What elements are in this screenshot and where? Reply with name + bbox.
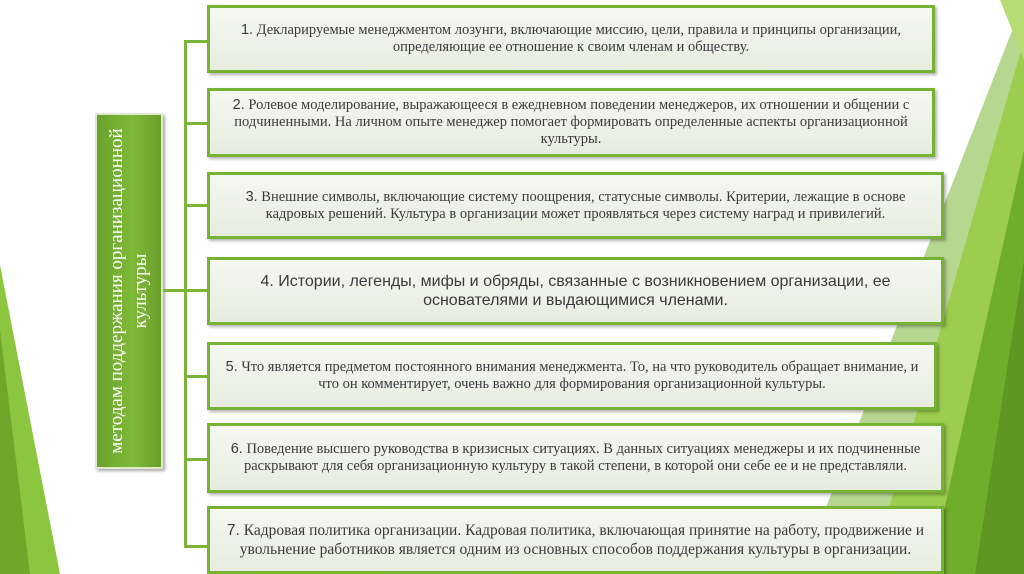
item-text-2 <box>222 97 920 148</box>
item-text-6 <box>222 441 929 475</box>
connector-branch-3 <box>184 204 208 207</box>
item-text-5 <box>222 359 922 393</box>
item-box-3 <box>207 172 944 239</box>
item-body-4: Истории, легенды, мифы и обряды, связанные с возникновением организации, ее основателями и выдающимися членами. <box>273 273 891 309</box>
item-body-3: Внешние символы, включающие систему поощрения, статусные символы. Критерии, лежащие в основе кадровых решений. Культура в организации может проявляться через систему наград и привилегий. <box>257 188 906 222</box>
item-body-7: Кадровая политика организации. Кадровая политика, включающая принятие на работу, продвижение и увольнение работников является одним из основных способов поддержания культуры в организации. <box>239 522 925 558</box>
connector-branch-4 <box>184 289 208 292</box>
item-text-4 <box>222 272 929 310</box>
vertical-title: методам поддержания организационной культуры <box>106 128 151 454</box>
item-number-2: 2. <box>232 97 245 113</box>
vertical-title-block <box>95 113 163 469</box>
connector-branch-2 <box>184 122 208 125</box>
connector-branch-7 <box>184 545 208 548</box>
item-box-1 <box>207 5 935 73</box>
item-number-5: 5. <box>225 359 238 375</box>
item-text-1 <box>222 22 920 56</box>
item-body-6: Поведение высшего руководства в кризисных ситуациях. В данных ситуациях менеджеры и их подчиненные раскрывают для себя организационную культуру в такой степени, в которой они себе ее и не представляли. <box>242 441 921 474</box>
item-body-2: Ролевое моделирование, выражающееся в ежедневном поведении менеджеров, их отношении и общении с подчиненными. На личном опыте менеджер помогает формировать определенные аспекты организационной культуры. <box>234 97 910 147</box>
item-number-7: 7. <box>226 522 240 539</box>
connector-branch-1 <box>184 40 208 43</box>
item-number-1: 1. <box>240 22 254 38</box>
item-body-5: Что является предметом постоянного внимания менеджмента. То, на что руководитель обращает внимание, и что он комментирует, очень важно для формирования организационной культуры. <box>237 359 919 392</box>
connector-trunk <box>184 40 187 548</box>
item-number-4: 4. <box>260 273 274 290</box>
item-box-5 <box>207 342 937 410</box>
item-text-3 <box>222 189 929 223</box>
item-box-4 <box>207 257 944 325</box>
item-box-7 <box>207 506 944 574</box>
connector-branch-6 <box>184 458 208 461</box>
connector-stem <box>163 289 185 292</box>
item-box-6 <box>207 423 944 493</box>
item-text-7 <box>222 521 929 559</box>
item-body-1: Декларируемые менеджментом лозунги, включающие миссию, цели, правила и принципы организации, определяющие ее отношение к своим членам и обществу. <box>253 22 902 55</box>
item-box-2 <box>207 88 935 157</box>
item-number-6: 6. <box>230 441 243 457</box>
item-number-3: 3. <box>245 188 258 205</box>
connector-branch-5 <box>184 375 208 378</box>
